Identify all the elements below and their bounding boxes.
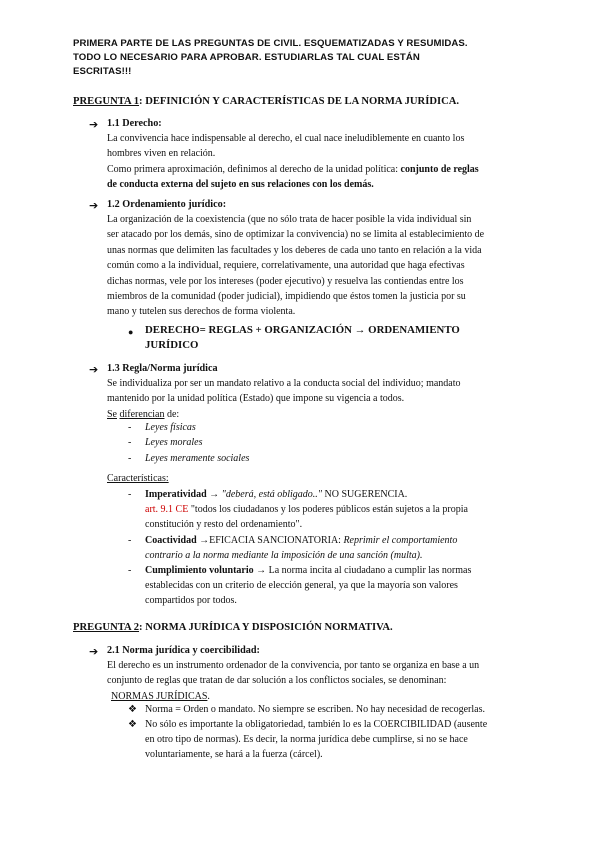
header-line: TODO LO NECESARIO PARA APROBAR. ESTUDIARLAS TAL CUAL ESTÁN (73, 52, 420, 63)
text-span: de: (166, 408, 180, 420)
arrow-icon: ➔ (89, 363, 99, 376)
section-1-2-body (107, 212, 552, 320)
bold-span: Cumplimiento voluntario (145, 565, 254, 576)
question-2-title (73, 622, 393, 633)
bold-span: Imperatividad (145, 489, 207, 500)
section-title: 2.1 Norma jurídica y coercibilidad: (107, 645, 260, 656)
text-line: Se individualiza por ser un mandato relativo a la conducta social del individuo; mandato (107, 378, 461, 389)
bullet-icon: ● (128, 327, 134, 337)
section-title: 1.2 Ordenamiento jurídico: (107, 199, 227, 210)
diamond-bullet-icon: ❖ (128, 704, 137, 715)
text-line: El derecho es un instrumento ordenador de la convivencia, por tanto se organiza en base a un (107, 660, 480, 671)
section-2-1-body (107, 658, 557, 704)
char-imperatividad (145, 489, 407, 500)
text-line (107, 162, 547, 177)
header-line: ESCRITAS!!! (73, 66, 132, 77)
underlined-span: Se (107, 408, 117, 420)
text-line: No sólo es importante la obligatoriedad, también lo es la COERCIBILIDAD (ausente (145, 719, 488, 730)
question-2-label: PREGUNTA 2 (73, 622, 140, 633)
formula-line: JURÍDICO (145, 339, 199, 351)
formula-bullet (145, 323, 460, 353)
bold-span: conjunto de reglas (400, 163, 479, 175)
text-line (107, 407, 547, 422)
text-line: conjunto de reglas que tratan de dar solución a los conflictos sociales, se denominan: (107, 675, 447, 687)
question-1-title (73, 96, 459, 107)
text-span: "todos los ciudadanos y los poderes públicos están sujetos a la propia (188, 504, 468, 515)
text-span: → (206, 489, 222, 500)
text-line: voluntariamente, se hará a la fuerza (cárcel). (145, 749, 323, 760)
underlined-span: diferencian (119, 408, 165, 420)
text-line: miembros de la comunidad (poder judicial), impidiendo que éstos tomen la justicia por su (107, 291, 466, 303)
article-citation (145, 504, 468, 515)
text-line: constitución y resto del ordenamiento". (145, 519, 303, 530)
text-span: → La norma incita al ciudadano a cumplir las normas (253, 565, 472, 576)
section-title: 1.1 Derecho: (107, 118, 162, 129)
text-line: contrario a la norma mediante la imposición de una sanción (multa). (145, 550, 423, 561)
red-span: art. 9.1 CE (145, 504, 189, 515)
formula-line: DERECHO= REGLAS + ORGANIZACIÓN → ORDENAMIENTO (145, 324, 460, 336)
law-item: Leyes físicas (145, 422, 196, 433)
text-line: común como a la individual, requiere, correlativamente, una autoridad que haga efectivas (107, 260, 465, 272)
char-coactividad (145, 535, 457, 546)
arrow-icon: ➔ (89, 645, 99, 658)
text-line: dichas normas, vele por los intereses (poder ejecutivo) y resuelva las contiendas entre los (107, 275, 464, 287)
section-1-1-body (107, 131, 547, 193)
text-line: establecidas con un criterio de elección general, ya que la mayoría son valores (145, 580, 458, 591)
section-1-3-body (107, 376, 547, 422)
text-line: ser atacado por los demás, sino de optimizar la convivencia) no se limita al establecimiento de (107, 229, 485, 241)
dash-bullet: - (128, 489, 132, 500)
text-line: compartidos por todos. (145, 595, 237, 606)
italic-span: Reprimir el comportamiento (343, 535, 458, 546)
char-cumplimiento (145, 565, 471, 576)
question-1-label: PREGUNTA 1 (73, 96, 140, 107)
dash-bullet: - (128, 565, 132, 576)
text-line: de conducta externa del sujeto en sus relaciones con los demás. (107, 179, 374, 191)
law-item: Leyes morales (145, 437, 203, 448)
text-line: mano y tutelen sus derechos de forma violenta. (107, 306, 296, 318)
section-title: 1.3 Regla/Norma jurídica (107, 363, 218, 374)
law-item: Leyes meramente sociales (145, 453, 250, 464)
diamond-bullet-icon: ❖ (128, 719, 137, 730)
text-line: Norma = Orden o mandato. No siempre se escriben. No hay necesidad de recogerlas. (145, 704, 485, 715)
underlined-span: NORMAS JURÍDICAS (111, 690, 208, 702)
characteristics-label: Características: (107, 473, 169, 484)
question-1-heading: : DEFINICIÓN Y CARACTERÍSTICAS DE LA NORMA JURÍDICA. (139, 96, 460, 107)
document-header (73, 37, 543, 79)
text-line (107, 689, 557, 704)
header-line: PRIMERA PARTE DE LAS PREGUNTAS DE CIVIL. ESQUEMATIZADAS Y RESUMIDAS. (73, 38, 468, 49)
text-line: mantenido por la unidad política (Estado) que impone su vigencia a todos. (107, 393, 405, 405)
text-span: →EFICACIA SANCIONATORIA: (196, 535, 344, 546)
text-span: NO SUGERENCIA. (322, 489, 408, 500)
arrow-icon: ➔ (89, 118, 99, 131)
text-line: La convivencia hace indispensable al derecho, el cual nace ineludiblemente en cuanto los (107, 133, 465, 144)
italic-span: "deberá, está obligado.." (221, 489, 323, 500)
text-line: La organización de la coexistencia (que no sólo trata de hacer posible la vida individual sin (107, 214, 472, 225)
dash-bullet: - (128, 535, 132, 546)
dash-bullet: - (128, 437, 132, 448)
arrow-icon: ➔ (89, 199, 99, 212)
text-span: Como primera aproximación, definimos al derecho de la unidad política: (107, 163, 401, 175)
text-line: hombres viven en relación. (107, 148, 216, 160)
dash-bullet: - (128, 422, 132, 433)
dash-bullet: - (128, 453, 132, 464)
text-span: . (207, 690, 210, 702)
bold-span: Coactividad (145, 535, 197, 546)
text-line: unas normas que delimiten las facultades y los deberes de cada uno tanto en relación a la vida (107, 244, 482, 256)
question-2-heading: : NORMA JURÍDICA Y DISPOSICIÓN NORMATIVA. (139, 622, 393, 633)
text-line: en otro tipo de normas). Es decir, la norma jurídica debe cumplirse, si no se hace (145, 734, 468, 745)
